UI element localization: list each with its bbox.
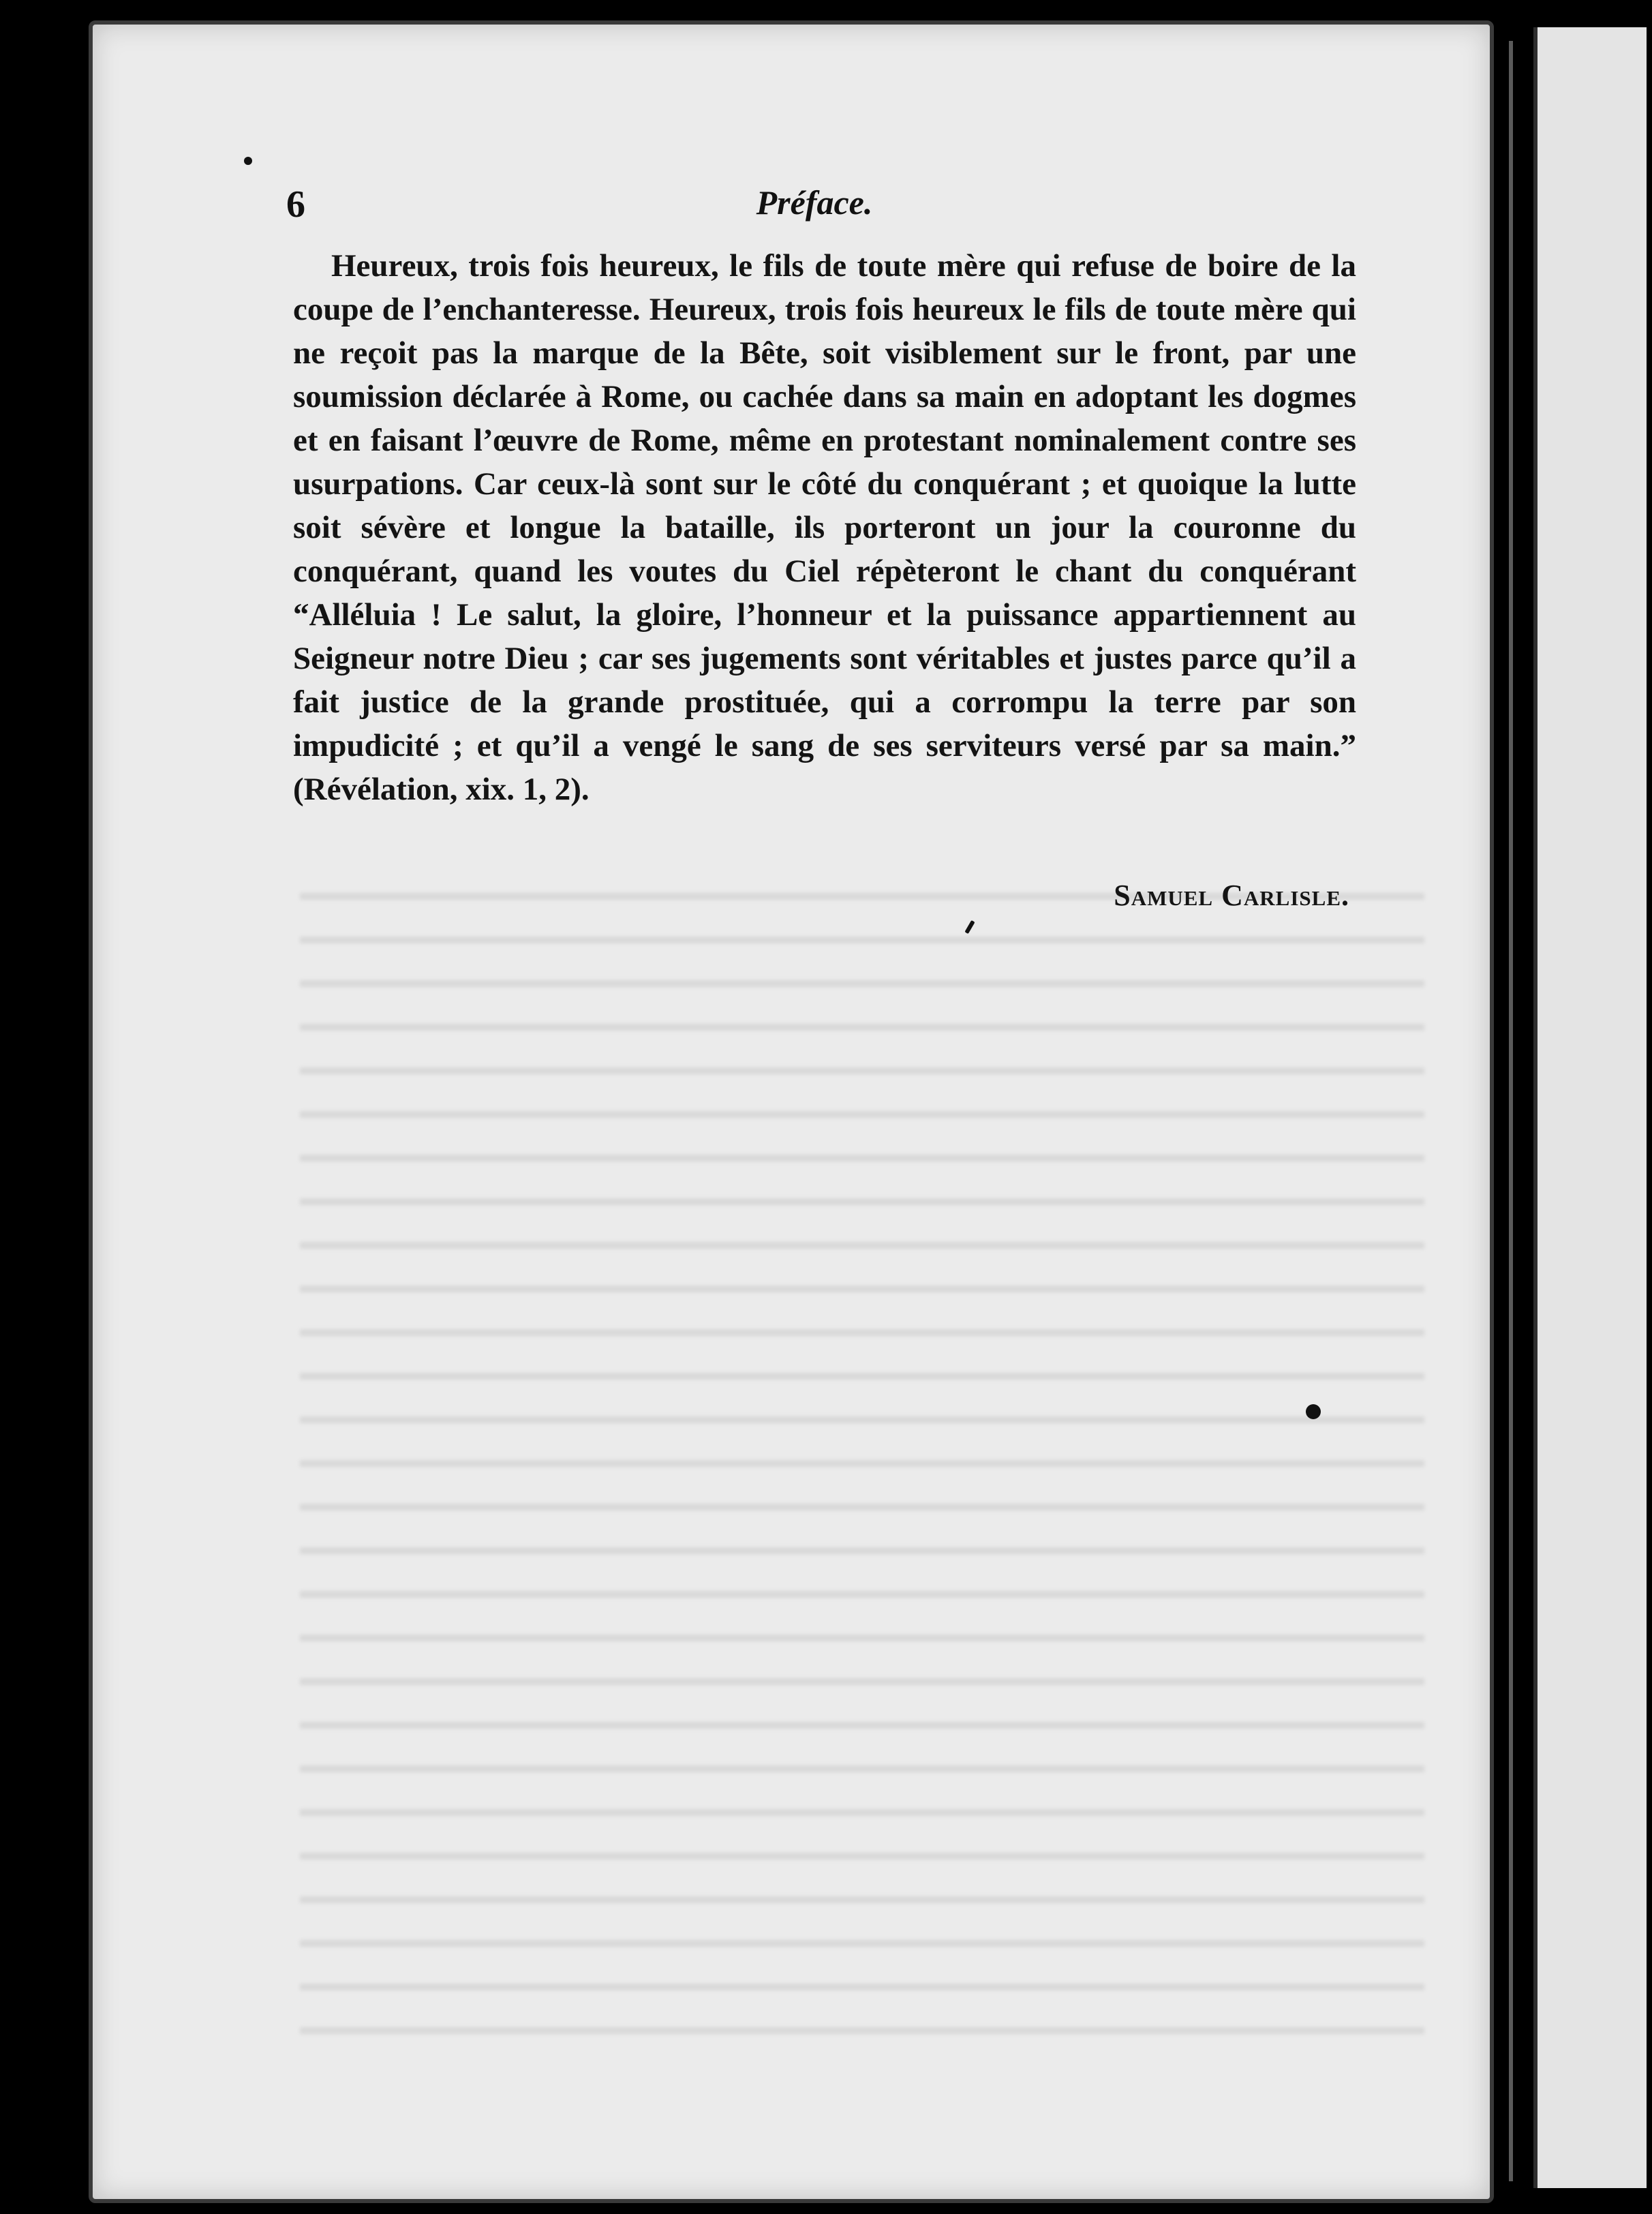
running-title: Préface. xyxy=(756,183,873,222)
dust-speck xyxy=(1306,1404,1321,1419)
running-header xyxy=(286,183,1343,230)
preface-paragraph: Heureux, trois fois heureux, le fils de toute mère qui refuse de boire de la coupe de l’enchanteresse. Heureux, trois fois heureux le fils de toute mère qui ne reçoit pas la marque de la Bête, soit visiblement sur le front, par une soumission déclarée à Rome, ou cachée dans sa main en adoptant les dogmes et en faisant l’œuvre de Rome, même en protestant nominalement contre ses usurpations. Car ceux-là sont sur le côté du conquérant ; et quoique la lutte soit sévère et longue la bataille, ils porteront un jour la couronne du conquérant, quand les voutes du Ciel répèteront le chant du conquérant “Alléluia ! Le salut, la gloire, l’honneur et la puissance appartiennent au Seigneur notre Dieu ; car ses jugements sont véritables et justes parce qu’il a fait justice de la grande prostituée, qui a corrompu la terre par son impudicité ; et qu’il a vengé le sang de ses serviteurs versé par sa main.” (Révélation, xix. 1, 2). xyxy=(293,248,1356,807)
page-gutter xyxy=(1509,41,1513,2181)
page-number: 6 xyxy=(286,183,305,226)
facing-page-edge xyxy=(1533,27,1647,2188)
author-signature: Samuel Carlisle. xyxy=(1114,879,1349,912)
show-through-text xyxy=(300,893,1424,2065)
dust-speck xyxy=(244,157,252,165)
